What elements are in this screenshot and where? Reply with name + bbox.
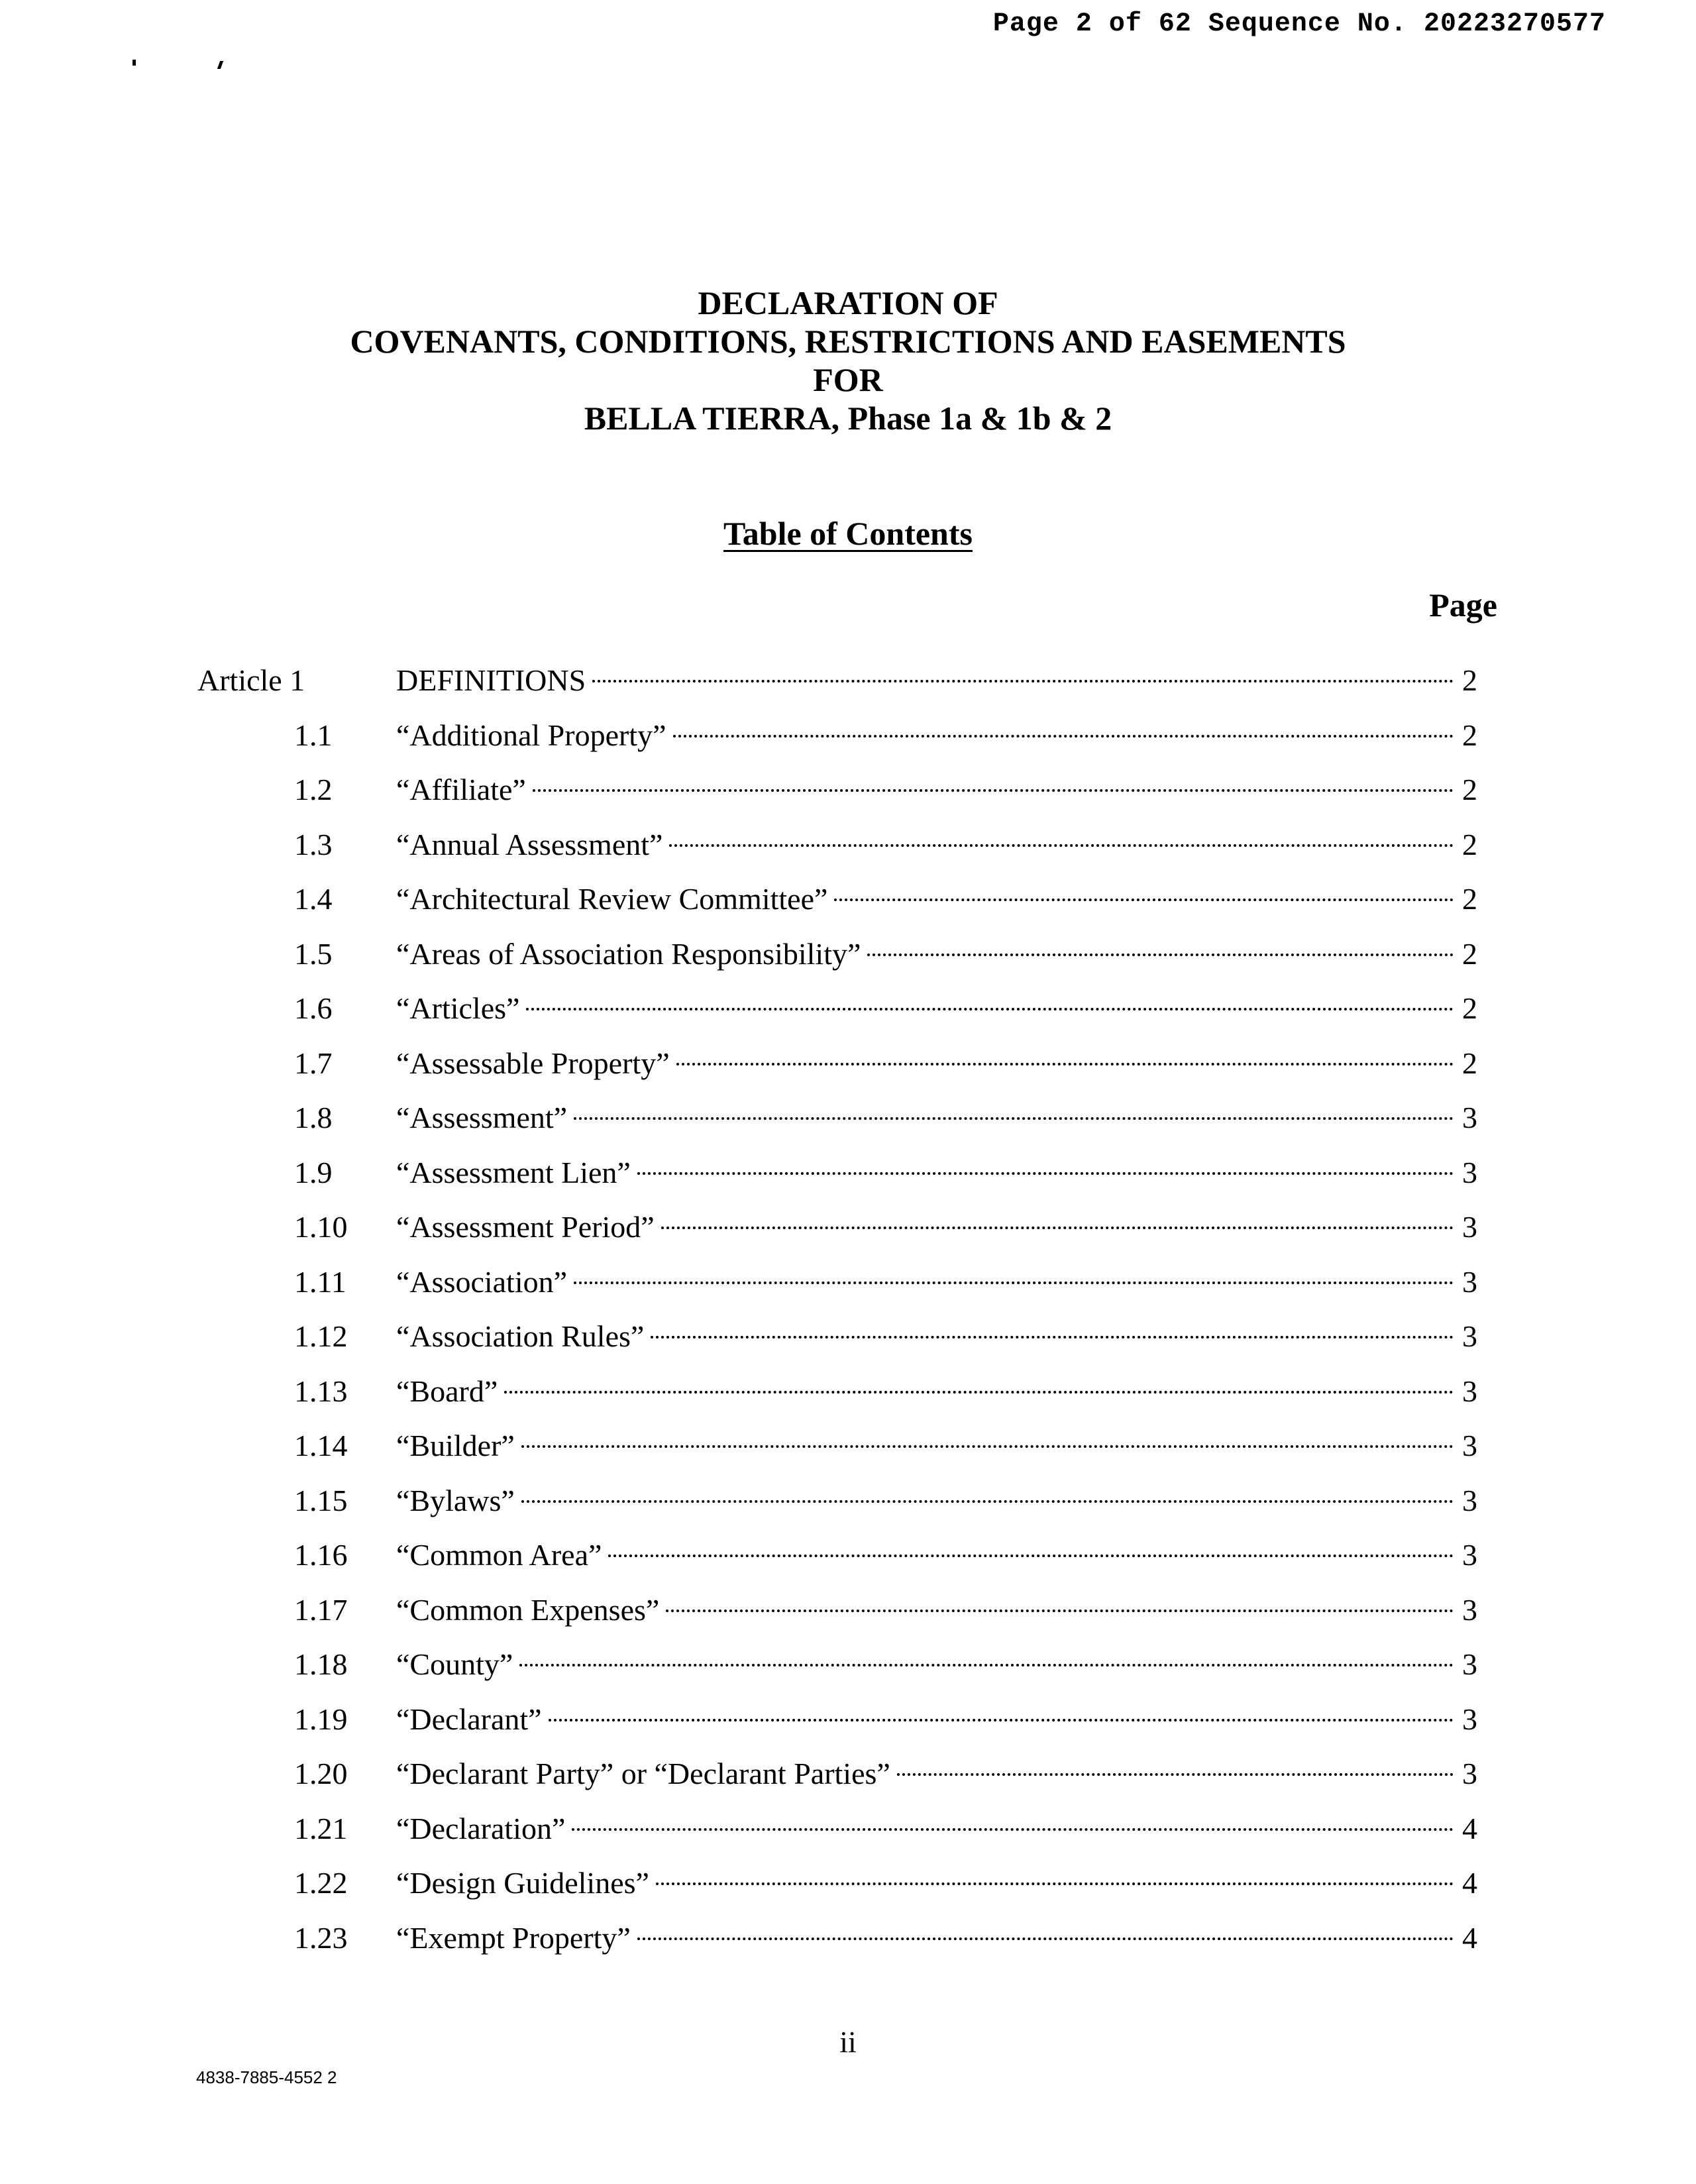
toc-entry	[0, 1915, 1696, 1961]
toc-entry	[0, 1368, 1696, 1415]
toc-entry-line	[396, 1313, 1477, 1360]
toc-entry-page: 2	[1462, 882, 1477, 916]
toc-entry-number: 1.15	[294, 1483, 348, 1517]
dot-leader	[669, 844, 1454, 847]
dot-leader	[834, 899, 1454, 901]
toc-entry-line	[396, 1532, 1477, 1578]
toc-entry-line	[396, 1806, 1477, 1852]
toc-entry-line	[396, 1751, 1477, 1797]
toc-entry-number: 1.17	[294, 1592, 348, 1627]
dot-leader	[673, 735, 1454, 737]
dot-leader	[666, 1610, 1454, 1612]
dot-leader	[519, 1664, 1454, 1666]
toc-entry-line	[396, 876, 1477, 922]
toc-entry-title: “Declarant”	[396, 1702, 542, 1736]
dot-leader	[521, 1500, 1454, 1503]
toc-entry-title: “Articles”	[396, 991, 520, 1025]
toc-entry-title: “Declaration”	[396, 1811, 566, 1845]
page-column-label: Page	[1429, 586, 1497, 624]
toc-entry	[0, 712, 1696, 759]
dot-leader	[533, 789, 1454, 792]
toc-entry-page: 2	[1462, 827, 1477, 861]
toc-entry	[0, 1313, 1696, 1360]
toc-entry-title: “Additional Property”	[396, 718, 666, 752]
toc-entry-number: 1.9	[294, 1155, 333, 1189]
dot-leader	[549, 1719, 1454, 1721]
toc-entry-number: 1.4	[294, 882, 333, 916]
toc-entry-number: 1.18	[294, 1647, 348, 1681]
toc-entry-line	[396, 767, 1477, 813]
toc-entry	[0, 822, 1696, 868]
toc-heading: Table of Contents	[723, 515, 973, 552]
toc-entry-title: “County”	[396, 1647, 513, 1681]
toc-entry-number: 1.14	[294, 1429, 348, 1462]
toc-entry-number: 1.8	[294, 1101, 333, 1134]
toc-entry-page: 4	[1462, 1866, 1477, 1900]
toc-entry-title: “Common Area”	[396, 1538, 602, 1572]
toc-entry-title: “Affiliate”	[396, 773, 526, 806]
toc-entry-number: 1.5	[294, 936, 333, 971]
dot-leader	[867, 954, 1454, 956]
toc-entry	[0, 1806, 1696, 1852]
toc-entry-title: DEFINITIONS	[396, 663, 586, 697]
toc-entry	[0, 657, 1696, 704]
toc-entry	[0, 1478, 1696, 1524]
toc-entry	[0, 1587, 1696, 1633]
dot-leader	[661, 1227, 1454, 1229]
scan-speck-mark	[217, 61, 223, 69]
toc-entry-title: “Exempt Property”	[396, 1920, 631, 1955]
dot-leader	[526, 1008, 1454, 1010]
toc-entry-number: 1.16	[294, 1538, 348, 1572]
toc-entry-line	[396, 657, 1477, 704]
toc-entry	[0, 1204, 1696, 1250]
toc-entry-line	[396, 712, 1477, 759]
dot-leader	[574, 1117, 1454, 1120]
toc-entry-line	[396, 985, 1477, 1032]
toc-entry-title: “Design Guidelines”	[396, 1866, 649, 1900]
toc-entry	[0, 1860, 1696, 1906]
toc-entry-page: 3	[1462, 1483, 1477, 1517]
toc-entry-title: “Association Rules”	[396, 1319, 645, 1353]
toc-entry	[0, 1259, 1696, 1305]
scan-speck-mark	[132, 60, 136, 66]
toc-entry-number: 1.11	[294, 1264, 346, 1299]
toc-entry	[0, 985, 1696, 1032]
toc-entry-page: 2	[1462, 936, 1477, 971]
toc-entry-title: “Declarant Party” or “Declarant Parties”	[396, 1757, 890, 1790]
toc-entry-page: 3	[1462, 1757, 1477, 1790]
toc-entry-number: 1.13	[294, 1374, 348, 1408]
toc-entry-line	[396, 1204, 1477, 1250]
toc-entry	[0, 1751, 1696, 1797]
toc-entry-page: 4	[1462, 1811, 1477, 1845]
sequence-stamp: Page 2 of 62 Sequence No. 20223270577	[992, 9, 1606, 39]
toc-entry	[0, 876, 1696, 922]
toc-entry	[0, 1423, 1696, 1469]
toc-entry-page: 2	[1462, 1046, 1477, 1080]
toc-entry	[0, 1641, 1696, 1688]
toc-entry-page: 3	[1462, 1374, 1477, 1408]
toc-entry-page: 3	[1462, 1429, 1477, 1462]
toc-entry-title: “Assessment Period”	[396, 1210, 655, 1244]
toc-entry-line	[396, 1368, 1477, 1415]
dot-leader	[572, 1828, 1454, 1831]
document-title	[0, 284, 1696, 437]
toc-entry-title: “Assessment”	[396, 1101, 568, 1134]
title-line: DECLARATION OF	[698, 284, 998, 321]
toc-entry-line	[396, 1095, 1477, 1141]
toc-entry-title: “Assessment Lien”	[396, 1155, 631, 1189]
dot-leader	[676, 1063, 1454, 1065]
toc-entry-title: “Common Expenses”	[396, 1592, 660, 1627]
dot-leader	[637, 1172, 1454, 1175]
toc-entry-page: 3	[1462, 1101, 1477, 1134]
toc-entry-page: 3	[1462, 1702, 1477, 1736]
toc-entry-number: 1.6	[294, 991, 333, 1025]
toc-entry-title: “Board”	[396, 1374, 498, 1408]
toc-entry-number: Article 1	[197, 663, 305, 697]
toc-entry-line	[396, 1478, 1477, 1524]
dot-leader	[592, 680, 1454, 682]
toc-entry	[0, 1696, 1696, 1743]
toc-entry	[0, 1150, 1696, 1196]
toc-entry	[0, 1532, 1696, 1578]
toc-entry	[0, 931, 1696, 977]
toc-entry	[0, 1040, 1696, 1087]
toc-entry-number: 1.21	[294, 1811, 348, 1845]
toc-entry-line	[396, 931, 1477, 977]
dot-leader	[637, 1938, 1454, 1940]
toc-entry-title: “Architectural Review Committee”	[396, 882, 828, 916]
toc-entry-number: 1.20	[294, 1757, 348, 1790]
document-id: 4838-7885-4552 2	[196, 2067, 337, 2087]
toc-entry-line	[396, 1040, 1477, 1087]
title-line: FOR	[813, 361, 883, 398]
toc-entry-line	[396, 1150, 1477, 1196]
toc-entry-line	[396, 1915, 1477, 1961]
toc-entry-page: 2	[1462, 991, 1477, 1025]
toc-entry-number: 1.12	[294, 1319, 348, 1353]
toc-entry-page: 3	[1462, 1264, 1477, 1299]
toc-entry-number: 1.7	[294, 1046, 333, 1080]
dot-leader	[608, 1555, 1454, 1557]
toc-entry-line	[396, 1860, 1477, 1906]
toc-entry-title: “Annual Assessment”	[396, 827, 663, 861]
title-line: BELLA TIERRA, Phase 1a & 1b & 2	[584, 400, 1112, 437]
toc-entry-title: “Assessable Property”	[396, 1046, 670, 1080]
toc-entry	[0, 767, 1696, 813]
dot-leader	[897, 1773, 1454, 1776]
toc-entry-line	[396, 1259, 1477, 1305]
toc-entry	[0, 1095, 1696, 1141]
toc-entry-number: 1.10	[294, 1210, 348, 1244]
toc-entry-title: “Builder”	[396, 1429, 515, 1462]
toc-entry-number: 1.22	[294, 1866, 348, 1900]
dot-leader	[656, 1883, 1454, 1885]
toc-entry-page: 3	[1462, 1592, 1477, 1627]
dot-leader	[504, 1391, 1454, 1393]
toc-entry-page: 2	[1462, 773, 1477, 806]
toc-entry-title: “Association”	[396, 1264, 568, 1299]
toc-entry-line	[396, 1423, 1477, 1469]
toc-entry-number: 1.3	[294, 827, 333, 861]
toc-entry-page: 3	[1462, 1538, 1477, 1572]
toc-entry-title: “Areas of Association Responsibility”	[396, 936, 861, 971]
toc-entry-page: 3	[1462, 1155, 1477, 1189]
toc-entry-page: 3	[1462, 1647, 1477, 1681]
toc-entry-page: 4	[1462, 1920, 1477, 1955]
page-number: ii	[839, 2025, 857, 2059]
toc-entry-number: 1.1	[294, 718, 333, 752]
dot-leader	[574, 1282, 1454, 1284]
toc-entry-line	[396, 1587, 1477, 1633]
toc-entry-line	[396, 1641, 1477, 1688]
toc-entry-page: 3	[1462, 1319, 1477, 1353]
toc-entry-number: 1.23	[294, 1920, 348, 1955]
toc-entry-number: 1.2	[294, 773, 333, 806]
toc-entry-title: “Bylaws”	[396, 1483, 515, 1517]
dot-leader	[521, 1445, 1454, 1448]
toc-entry-line	[396, 822, 1477, 868]
toc-entry-page: 2	[1462, 663, 1477, 697]
dot-leader	[651, 1336, 1454, 1338]
toc-entry-number: 1.19	[294, 1702, 348, 1736]
toc-entry-page: 3	[1462, 1210, 1477, 1244]
toc-entry-page: 2	[1462, 718, 1477, 752]
toc-entry-line	[396, 1696, 1477, 1743]
title-line: COVENANTS, CONDITIONS, RESTRICTIONS AND EASEMENTS	[350, 323, 1346, 360]
